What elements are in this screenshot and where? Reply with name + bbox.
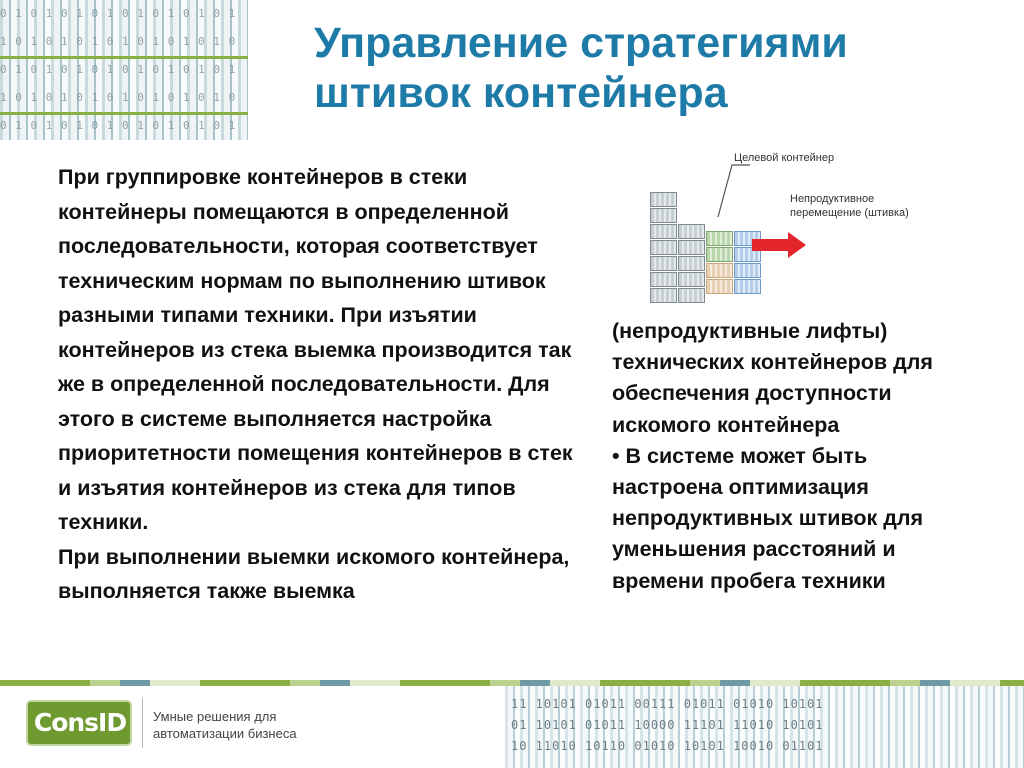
container-gray (678, 224, 705, 239)
unproductive-move-label-line-1: Непродуктивное (790, 193, 875, 205)
container-gray (650, 240, 677, 255)
side-text-block (612, 316, 962, 597)
side-paragraph-1: (непродуктивные лифты) технических контейнеров для обеспечения доступности искомого контейнера (612, 319, 933, 437)
decoration-line (0, 112, 248, 115)
main-paragraph-1: При группировке контейнеров в стеки контейнеры помещаются в определенной последовательности, которая соответствует техническим нормам по выполнению штивок разными типами техники. При изъятии контейнеров из стека выемка производится так же в определенной последовательности. Для этого в системе выполняется настройка приоритетности помещения контейнеров в стек и изъятия контейнеров из стека для типов техники. (58, 165, 573, 534)
slogan-line-2: автоматизации бизнеса (153, 726, 297, 741)
container-stack-diagram (640, 145, 930, 310)
slide-title (314, 18, 1004, 118)
main-paragraph-2: При выполнении выемки искомого контейнера, выполняется также выемка (58, 544, 570, 603)
container-orange (706, 263, 733, 278)
company-slogan (153, 708, 297, 742)
container-gray (678, 256, 705, 271)
container-blue (734, 263, 761, 278)
container-gray (678, 272, 705, 287)
target-container-label: Целевой контейнер (734, 152, 835, 164)
container-gray (678, 240, 705, 255)
unproductive-move-label (790, 192, 909, 220)
container-gray (678, 288, 705, 303)
container-gray (650, 272, 677, 287)
consid-logo-text: ConsID (33, 708, 127, 737)
slide-title-line-1: Управление стратегиями (314, 19, 848, 67)
container-gray (650, 192, 677, 207)
container-gray (650, 256, 677, 271)
decoration-line (0, 56, 248, 59)
header-decoration (0, 0, 248, 140)
container-gray (650, 224, 677, 239)
container-gray (650, 208, 677, 223)
unproductive-move-label-line-2: перемещение (штивка) (790, 207, 909, 219)
container-blue (734, 279, 761, 294)
binary-pattern-decoration: 0 1 0 1 0 1 0 1 0 1 0 1 0 1 0 1 1 0 1 0 1 0 1 0 1 0 1 0 1 0 1 0 0 1 0 1 0 1 0 1 0 1 0 1 0 1 0 1 1 0 1 0 1 0 1 0 1 0 1 0 1 0 1 0 0 1 0 1 0 1 0 1 0 1 0 1 0 1 0 1 (0, 7, 237, 132)
footer-binary-decoration (505, 686, 1024, 768)
move-arrow-body (752, 239, 790, 251)
main-text-block (58, 160, 583, 609)
move-arrow-head (788, 232, 806, 258)
footer-divider (142, 698, 143, 748)
side-paragraph-2: • В системе может быть настроена оптимизация непродуктивных штивок для уменьшения расстояний и времени пробега техники (612, 443, 924, 593)
footer-binary-pattern: 11 10101 01011 00111 01011 01010 10101 01 10101 01011 10000 11101 11010 10101 10 11010 10110 01010 10101 10010 01101 (511, 697, 824, 753)
container-orange (706, 279, 733, 294)
container-gray (650, 288, 677, 303)
slogan-line-1: Умные решения для (153, 709, 277, 724)
slide-title-line-2: штивок контейнера (314, 69, 728, 117)
container-target (706, 231, 733, 246)
container-green (706, 247, 733, 262)
